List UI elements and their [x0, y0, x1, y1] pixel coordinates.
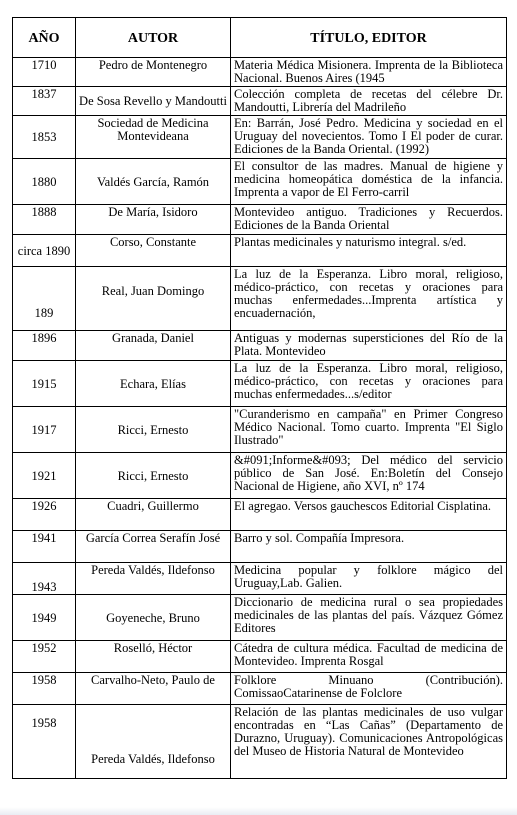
cell-author: Real, Juan Domingo	[76, 267, 231, 331]
header-title: TÍTULO, EDITOR	[231, 18, 507, 58]
cell-title: La luz de la Esperanza. Libro moral, religioso, médico-práctico, con recetas y oraciones para muchas enfermedades...s/editor	[231, 361, 507, 407]
cell-title: El consultor de las madres. Manual de higiene y medicina homeopática doméstica de la infancia. Imprenta a vapor de El Ferro-carril	[231, 159, 507, 205]
page-bottom-edge	[0, 807, 517, 815]
cell-author: Goyeneche, Bruno	[76, 595, 231, 641]
cell-year: 1710	[13, 58, 76, 87]
table-row	[13, 705, 507, 779]
cell-title: Cátedra de cultura médica. Facultad de medicina de Montevideo. Imprenta Rosgal	[231, 641, 507, 673]
cell-title: El agregao. Versos gauchescos Editorial Cisplatina.	[231, 499, 507, 531]
cell-year: 1958	[13, 673, 76, 705]
cell-title: En: Barrán, José Pedro. Medicina y sociedad en el Uruguay del novecientos. Tomo I El poder de curar. Ediciones de la Banda Oriental. (1992)	[231, 116, 507, 159]
cell-year: 1958	[13, 705, 76, 779]
cell-author: Pedro de Montenegro	[76, 58, 231, 87]
table-row	[13, 205, 507, 235]
cell-title: La luz de la Esperanza. Libro moral, religioso, médico-práctico, con recetas y oraciones para muchas enfermedades...Imprenta artística y encuadernación,	[231, 267, 507, 331]
cell-year: 1837	[13, 87, 76, 116]
table-row	[13, 641, 507, 673]
cell-year: 1949	[13, 595, 76, 641]
table-row	[13, 331, 507, 361]
cell-author: Sociedad de Medicina Montevideana	[76, 116, 231, 159]
cell-year: 1915	[13, 361, 76, 407]
cell-author: Ricci, Ernesto	[76, 453, 231, 499]
cell-author: Cuadri, Guillermo	[76, 499, 231, 531]
table-row	[13, 116, 507, 159]
cell-author: Carvalho-Neto, Paulo de	[76, 673, 231, 705]
table-row	[13, 267, 507, 331]
cell-author: Echara, Elías	[76, 361, 231, 407]
cell-author: Pereda Valdés, Ildefonso	[76, 563, 231, 595]
cell-title: Barro y sol. Compañía Impresora.	[231, 531, 507, 563]
table-row	[13, 58, 507, 87]
bibliography-table	[12, 17, 507, 779]
cell-title: Antiguas y modernas supersticiones del Río de la Plata. Montevideo	[231, 331, 507, 361]
cell-author: Corso, Constante	[76, 235, 231, 267]
cell-author: Pereda Valdés, Ildefonso	[76, 705, 231, 779]
cell-year: 1926	[13, 499, 76, 531]
table-row	[13, 407, 507, 453]
table-row	[13, 595, 507, 641]
cell-author: Valdés García, Ramón	[76, 159, 231, 205]
cell-year: 1896	[13, 331, 76, 361]
table-row	[13, 563, 507, 595]
cell-year: circa 1890	[13, 235, 76, 267]
cell-year: 1880	[13, 159, 76, 205]
cell-author: García Correa Serafín José	[76, 531, 231, 563]
cell-title: Folklore Minuano (Contribución). ComissaoCatarinense de Folclore	[231, 673, 507, 705]
cell-title: Colección completa de recetas del célebre Dr. Mandoutti, Librería del Madrileño	[231, 87, 507, 116]
cell-year: 1943	[13, 563, 76, 595]
table-row	[13, 531, 507, 563]
cell-title: Diccionario de medicina rural o sea propiedades medicinales de las plantas del país. Vázquez Gómez Editores	[231, 595, 507, 641]
table-header-row	[13, 18, 507, 58]
cell-year: 189	[13, 267, 76, 331]
cell-author: Roselló, Héctor	[76, 641, 231, 673]
table-row	[13, 673, 507, 705]
cell-year: 1917	[13, 407, 76, 453]
cell-year: 1921	[13, 453, 76, 499]
cell-year: 1952	[13, 641, 76, 673]
table-row	[13, 159, 507, 205]
header-author: AUTOR	[76, 18, 231, 58]
cell-title: &#091;Informe&#093; Del médico del servicio público de San José. En:Boletín del Consejo Nacional de Higiene, año XVI, nº 174	[231, 453, 507, 499]
table-row	[13, 361, 507, 407]
table-row	[13, 87, 507, 116]
cell-year: 1941	[13, 531, 76, 563]
table-row	[13, 453, 507, 499]
cell-title: Montevideo antiguo. Tradiciones y Recuerdos. Ediciones de la Banda Oriental	[231, 205, 507, 235]
cell-title: Medicina popular y folklore mágico del Uruguay,Lab. Galien.	[231, 563, 507, 595]
cell-year: 1888	[13, 205, 76, 235]
cell-title: Relación de las plantas medicinales de uso vulgar encontradas en “Las Cañas” (Departamento de Durazno, Uruguay). Comunicaciones Antropológicas del Museo de Historia Natural de Montevideo	[231, 705, 507, 779]
cell-author: Ricci, Ernesto	[76, 407, 231, 453]
cell-title: Materia Médica Misionera. Imprenta de la Biblioteca Nacional. Buenos Aires (1945	[231, 58, 507, 87]
cell-author: Granada, Daniel	[76, 331, 231, 361]
table-row	[13, 499, 507, 531]
cell-author: De María, Isidoro	[76, 205, 231, 235]
cell-year: 1853	[13, 116, 76, 159]
cell-author: De Sosa Revello y Mandoutti	[76, 87, 231, 116]
cell-title: Plantas medicinales y naturismo integral. s/ed.	[231, 235, 507, 267]
table-row	[13, 235, 507, 267]
header-year: AÑO	[13, 18, 76, 58]
cell-title: "Curanderismo en campaña" en Primer Congreso Médico Nacional. Tomo cuarto. Imprenta "El Siglo Ilustrado"	[231, 407, 507, 453]
